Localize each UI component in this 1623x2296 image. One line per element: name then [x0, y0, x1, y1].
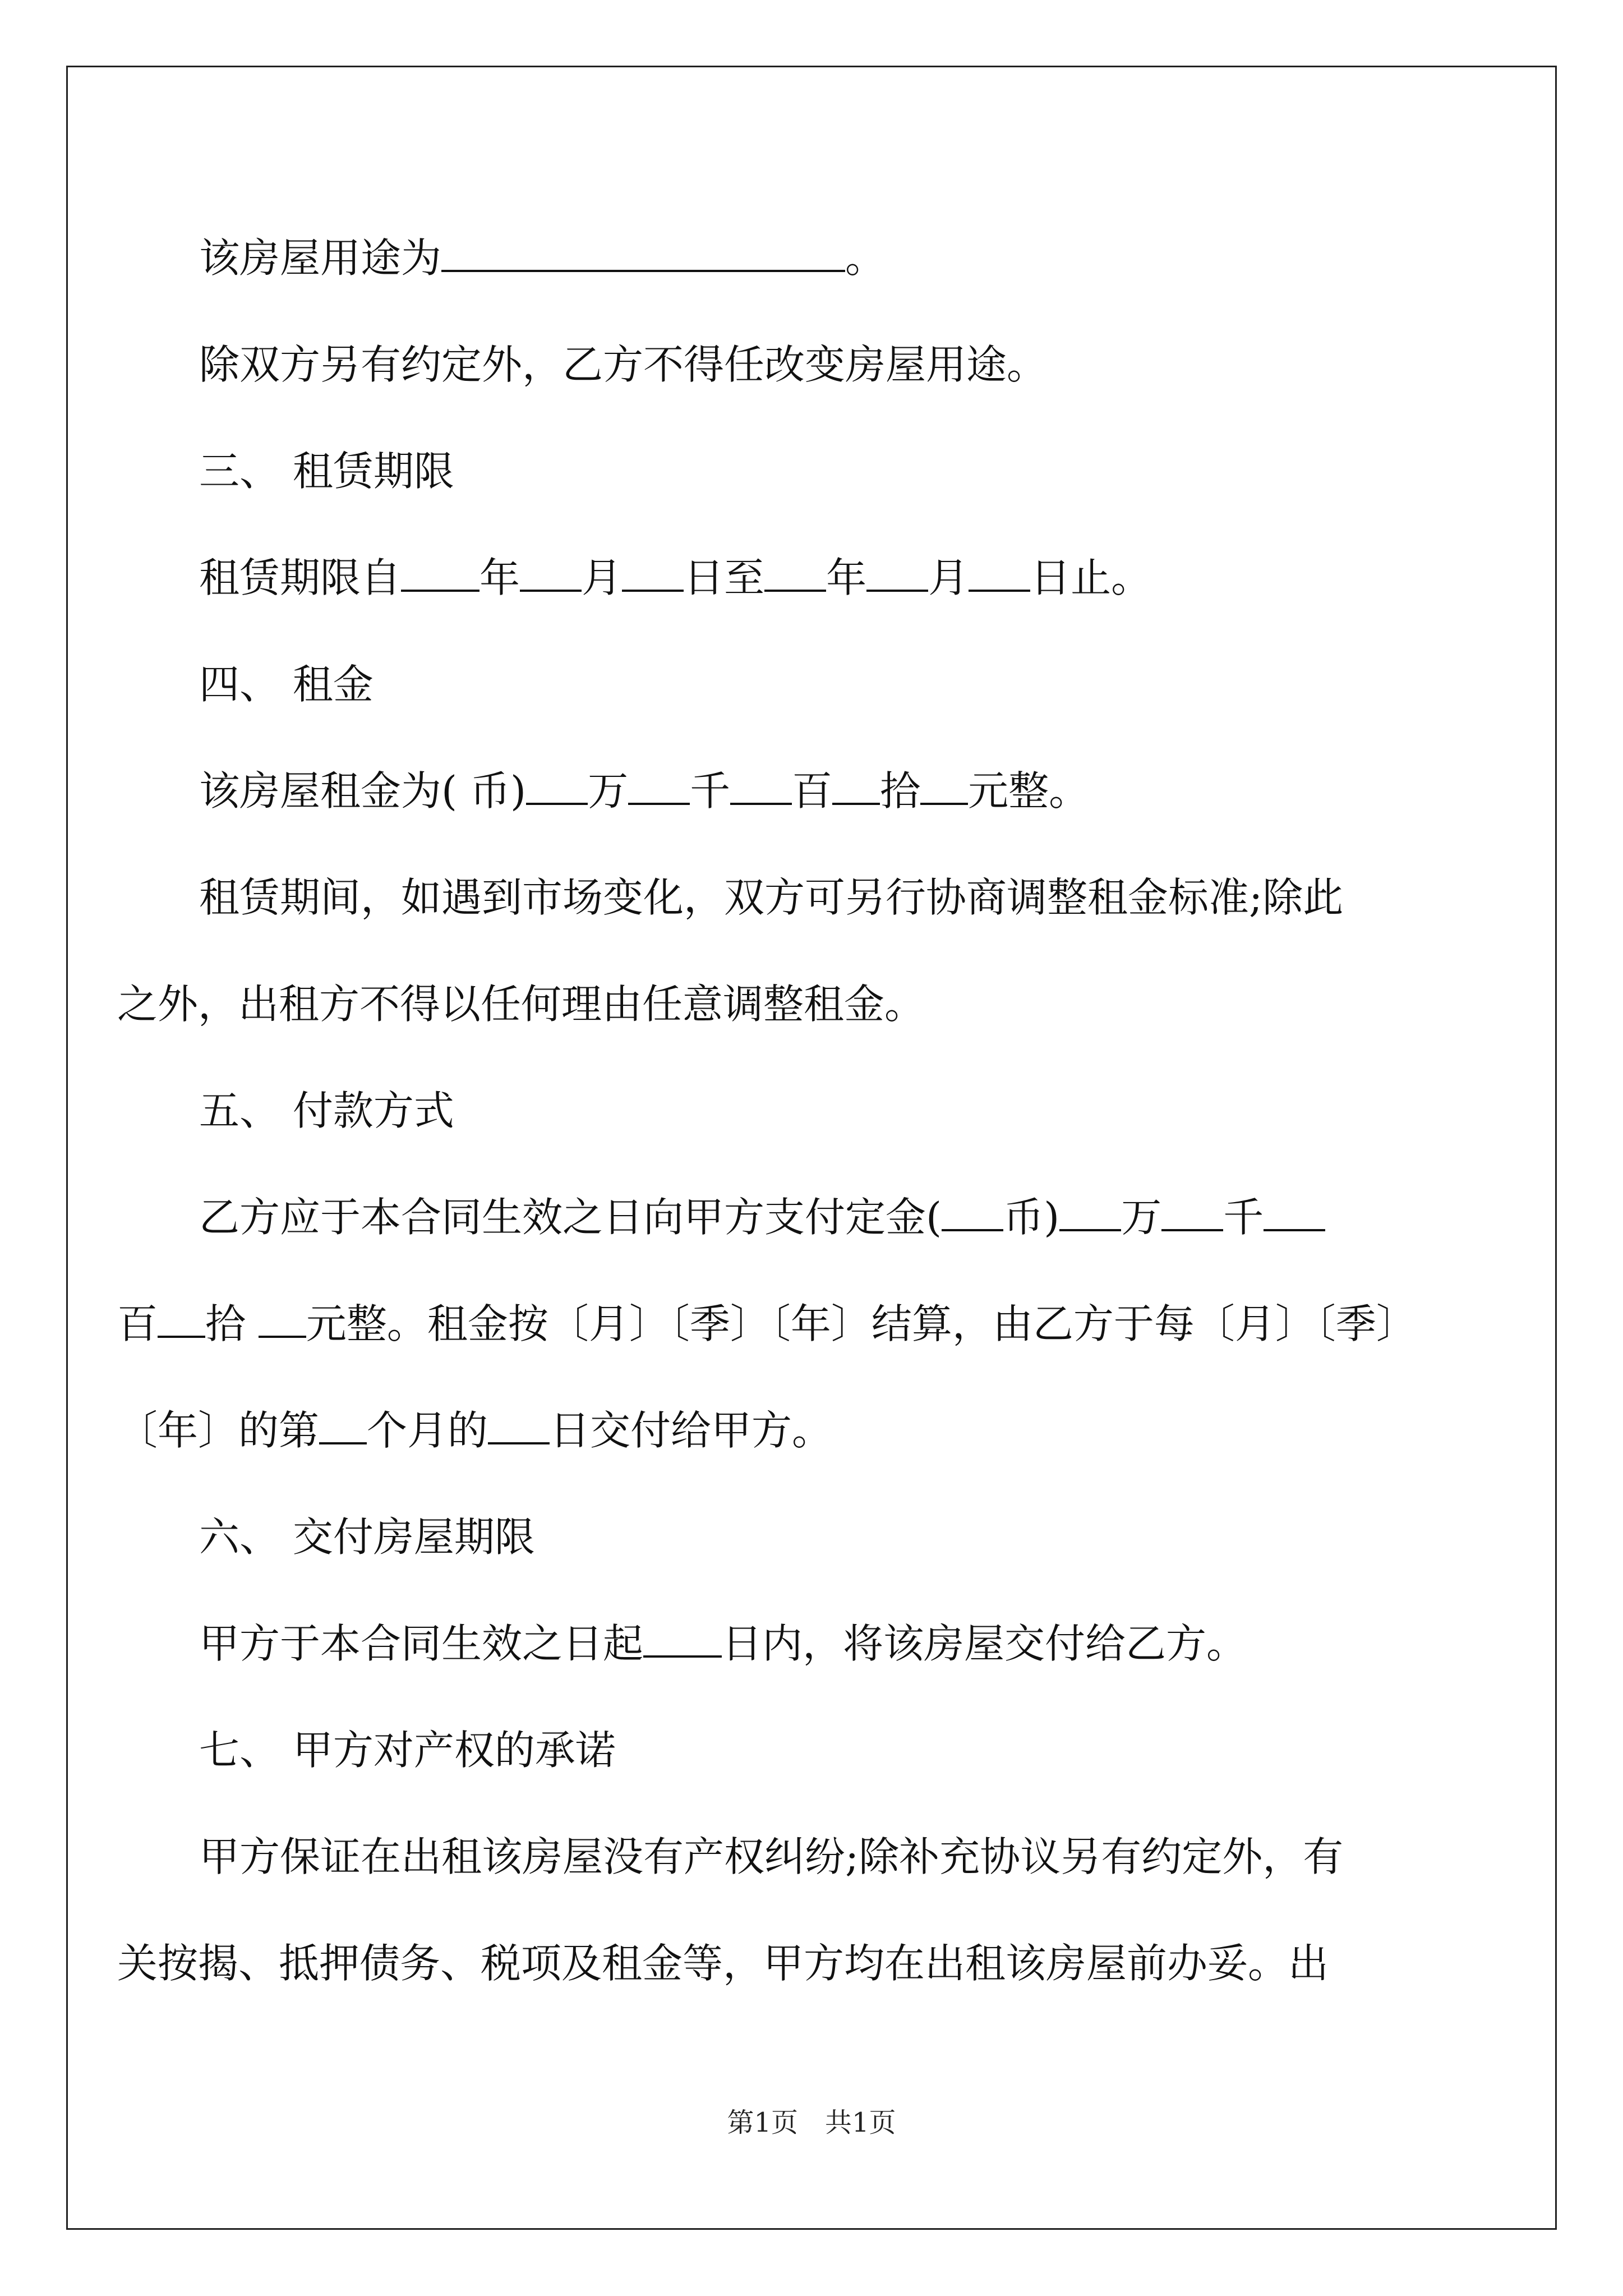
text-fragment: 月: [928, 554, 969, 601]
rent-adjust-line-1: 租赁期间，如遇到市场变化，双方可另行协商调整租金标准;除此: [199, 874, 1344, 921]
text-fragment: 拾: [880, 767, 921, 815]
text-fragment: 拾: [205, 1300, 259, 1347]
blank-payment-month-number: [319, 1409, 367, 1444]
blank-rent-qian: [628, 769, 690, 805]
text-fragment: 万: [1121, 1194, 1162, 1241]
text-fragment: 该房屋租金为( 币): [199, 767, 527, 815]
section-heading-rent: 四、 租金: [199, 661, 374, 708]
blank-deposit-bai: [1264, 1195, 1325, 1231]
section-heading-title-warranty: 七、 甲方对产权的承诺: [199, 1727, 616, 1774]
blank-deposit-currency: [942, 1195, 1003, 1231]
text-fragment: 千: [1223, 1194, 1264, 1241]
blank-rent-shi: [832, 769, 880, 805]
section-heading-delivery: 六、 交付房屋期限: [199, 1513, 535, 1561]
text-fragment: 租赁期限自: [199, 554, 402, 601]
blank-payment-day: [488, 1409, 550, 1444]
document-body: [117, 205, 1438, 2017]
blank-start-year: [401, 556, 479, 592]
blank-start-day: [622, 556, 684, 592]
title-warranty-line-1: 甲方保证在出租该房屋没有产权纠纷;除补充协议另有约定外，有: [199, 1833, 1344, 1880]
blank-rent-bai: [730, 769, 792, 805]
text-fragment: 元整。租金按〔月〕〔季〕〔年〕结算，由乙方于每〔月〕〔季〕: [306, 1300, 1417, 1347]
text-fragment: 日内，将该房屋交付给乙方。: [722, 1620, 1247, 1667]
text-fragment: 日交付给甲方。: [550, 1407, 833, 1454]
lease-term-line: [199, 524, 1438, 631]
section-heading-payment: 五、 付款方式: [199, 1087, 454, 1134]
text-fragment: 月: [582, 554, 623, 601]
text-fragment: 日止。: [1030, 554, 1152, 601]
text-fragment: 年: [479, 554, 520, 601]
text-fragment: 百: [792, 767, 833, 815]
text-fragment: 日至: [684, 554, 765, 601]
usage-end: 。: [845, 234, 886, 282]
payment-line-1: [199, 1164, 1438, 1271]
text-fragment: 年: [826, 554, 867, 601]
text-fragment: 万: [588, 767, 629, 815]
page-footer: 第1页 共1页: [727, 2107, 896, 2138]
blank-deposit-yuan: [259, 1302, 306, 1338]
text-fragment: 千: [690, 767, 731, 815]
rent-amount-line: [199, 738, 1438, 844]
text-fragment: 币): [1003, 1194, 1060, 1241]
blank-delivery-days: [643, 1622, 722, 1658]
usage-restriction: 除双方另有约定外，乙方不得任改变房屋用途。: [199, 341, 1048, 388]
title-warranty-line-2: 关按揭、抵押债务、税项及租金等，甲方均在出租该房屋前办妥。出: [117, 1940, 1329, 1987]
blank-deposit-qian: [1161, 1195, 1223, 1231]
payment-line-2: [117, 1271, 1438, 1377]
usage-line: [199, 205, 1438, 311]
text-fragment: 乙方应于本合同生效之日向甲方支付定金(: [199, 1194, 942, 1241]
blank-rent-wan: [526, 769, 588, 805]
blank-usage: [441, 236, 845, 272]
blank-deposit-shi: [158, 1302, 205, 1338]
text-fragment: 甲方于本合同生效之日起: [199, 1620, 644, 1667]
blank-start-month: [520, 556, 582, 592]
text-fragment: 个月的: [367, 1407, 488, 1454]
blank-end-day: [969, 556, 1030, 592]
blank-end-year: [764, 556, 826, 592]
text-fragment: 元整。: [968, 767, 1090, 815]
usage-label: 该房屋用途为: [199, 234, 442, 282]
text-fragment: 〔年〕的第: [117, 1407, 320, 1454]
blank-end-month: [866, 556, 928, 592]
text-fragment: 百: [117, 1300, 158, 1347]
payment-line-3: [117, 1377, 1438, 1484]
blank-rent-yuan: [920, 769, 968, 805]
blank-deposit-wan: [1059, 1195, 1121, 1231]
delivery-line: [199, 1590, 1438, 1697]
rent-adjust-line-2: 之外，出租方不得以任何理由任意调整租金。: [117, 981, 925, 1028]
section-heading-lease-term: 三、 租赁期限: [199, 448, 454, 495]
